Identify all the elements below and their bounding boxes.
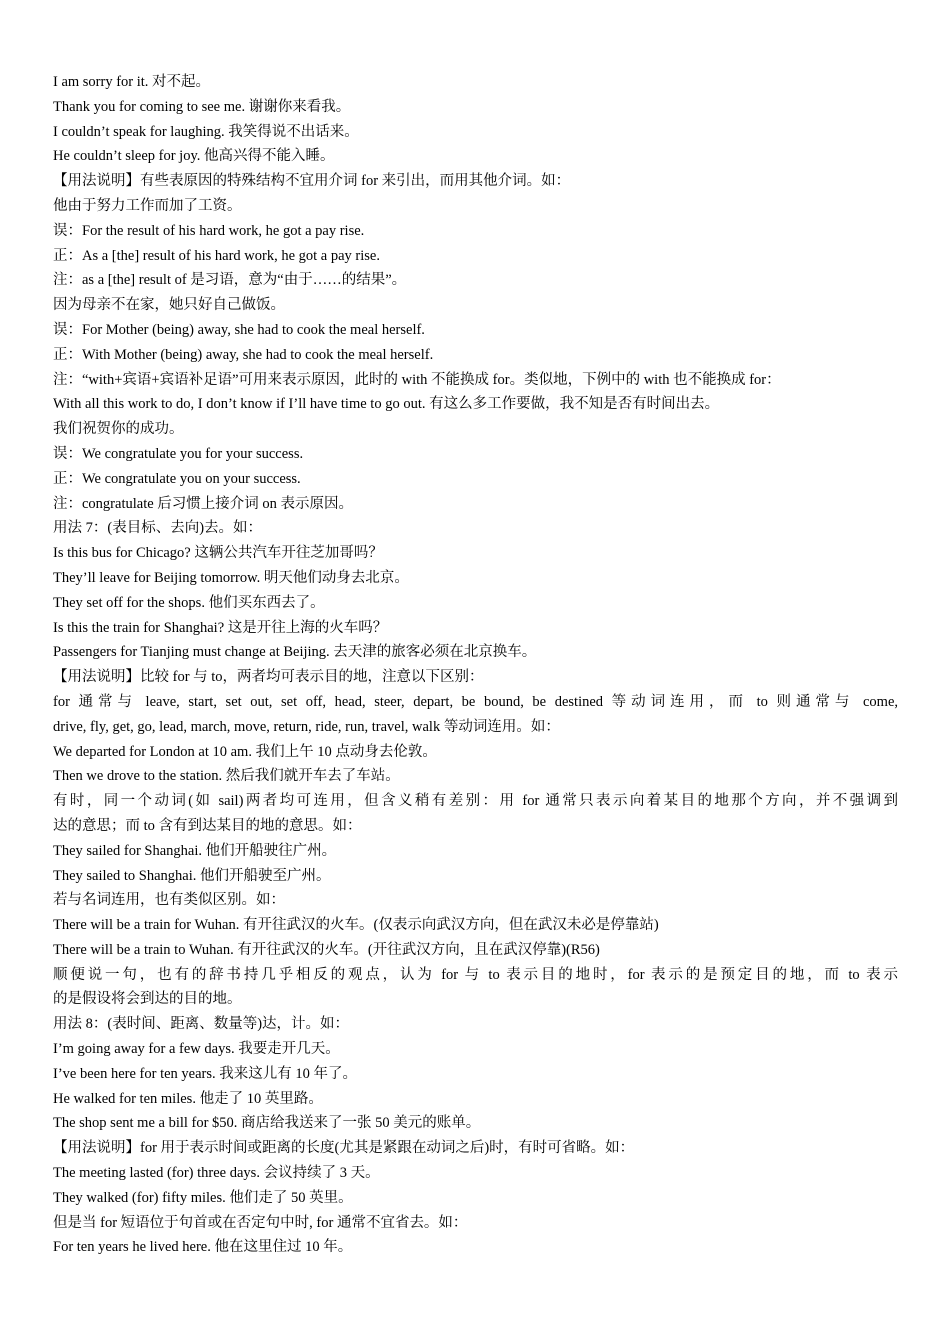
text-line: 他由于努力工作而加了工资。 <box>53 197 242 214</box>
text-line: 若与名词连用，也有类似区别。如： <box>53 892 285 909</box>
text-line: 误：For the result of his hard work, he got a pay rise. <box>53 222 365 239</box>
text-line: I’m going away for a few days. 我要走开几天。 <box>53 1041 340 1058</box>
text-line: They set off for the shops. 他们买东西去了。 <box>53 594 325 611</box>
usage-heading: 用法 8：(表时间、距离、数量等)达，计。如： <box>53 1016 350 1033</box>
text-line: The shop sent me a bill for $50. 商店给我送来了一张 50 美元的账单。 <box>53 1115 481 1132</box>
text-line: 误：For Mother (being) away, she had to cook the meal herself. <box>53 321 425 338</box>
text-line: 顺便说一句，也有的辞书持几乎相反的观点，认为 for 与 to 表示目的地时，for 表示的是预定目的地，而 to 表示 <box>53 966 898 983</box>
usage-heading: 用法 7：(表目标、去向)去。如： <box>53 520 263 537</box>
text-line: Is this the train for Shanghai? 这是开往上海的火车吗？ <box>53 619 388 636</box>
text-line: Then we drove to the station. 然后我们就开车去了车站。 <box>53 768 400 785</box>
text-line: I am sorry for it. 对不起。 <box>53 74 211 90</box>
text-line: 注：“with+宾语+宾语补足语”可用来表示原因，此时的 with 不能换成 for。类似地，下例中的 with 也不能换成 for： <box>53 371 781 388</box>
text-line: For ten years he lived here. 他在这里住过 10 年。 <box>53 1239 353 1256</box>
text-line: Passengers for Tianjing must change at Beijing. 去天津的旅客必须在北京换车。 <box>53 644 537 661</box>
text-line: I’ve been here for ten years. 我来这儿有 10 年了。 <box>53 1065 358 1082</box>
text-line: 的是假设将会到达的目的地。 <box>53 991 242 1008</box>
text-line: 我们祝贺你的成功。 <box>53 421 184 438</box>
text-line: 但是当 for 短语位于句首或在否定句中时, for 通常不宜省去。如： <box>53 1214 468 1231</box>
text-line: Thank you for coming to see me. 谢谢你来看我。 <box>53 98 351 115</box>
text-line: They sailed to Shanghai. 他们开船驶至广州。 <box>53 867 331 884</box>
text-line: With all this work to do, I don’t know if I’ll have time to go out. 有这么多工作要做，我不知是否有时间出去。 <box>53 396 720 413</box>
text-line: We departed for London at 10 am. 我们上午 10 点动身去伦敦。 <box>53 743 437 760</box>
text-line: They sailed for Shanghai. 他们开船驶往广州。 <box>53 842 337 859</box>
text-line: for 通常与 leave, start, set out, set off, head, steer, depart, be bound, be destined 等动词连用，而 to 则通常与 come, <box>53 693 898 710</box>
text-line: 误：We congratulate you for your success. <box>53 445 304 462</box>
text-line: They walked (for) fifty miles. 他们走了 50 英里。 <box>53 1189 353 1206</box>
text-line: 达的意思；而 to 含有到达某目的地的意思。如： <box>53 817 362 834</box>
text-line: He couldn’t sleep for joy. 他高兴得不能入睡。 <box>53 148 335 165</box>
text-line: Is this bus for Chicago? 这辆公共汽车开往芝加哥吗？ <box>53 545 383 562</box>
text-line: 注：congratulate 后习惯上接介词 on 表示原因。 <box>53 495 354 512</box>
text-line: They’ll leave for Beijing tomorrow. 明天他们动身去北京。 <box>53 569 409 586</box>
text-line: He walked for ten miles. 他走了 10 英里路。 <box>53 1090 323 1107</box>
text-line: 注：as a [the] result of 是习语，意为“由于……的结果”。 <box>53 272 407 289</box>
text-line: I couldn’t speak for laughing. 我笑得说不出话来。 <box>53 123 359 140</box>
text-line: The meeting lasted (for) three days. 会议持续了 3 天。 <box>53 1165 380 1182</box>
text-line: 因为母亲不在家，她只好自己做饭。 <box>53 297 285 314</box>
text-line: 正：With Mother (being) away, she had to cook the meal herself. <box>53 346 434 363</box>
usage-note-line: 【用法说明】比较 for 与 to，两者均可表示目的地，注意以下区别： <box>53 669 484 686</box>
text-line: There will be a train to Wuhan. 有开往武汉的火车。(开往武汉方向，且在武汉停靠)(R56) <box>53 941 600 958</box>
usage-note-line: 【用法说明】有些表原因的特殊结构不宜用介词 for 来引出，而用其他介词。如： <box>53 173 571 190</box>
text-line: drive, fly, get, go, lead, march, move, return, ride, run, travel, walk 等动词连用。如： <box>53 718 560 735</box>
text-line: 正：We congratulate you on your success. <box>53 470 301 487</box>
document-page <box>53 70 898 1260</box>
text-line: 有时，同一个动词(如 sail)两者均可连用，但含义稍有差别：用 for 通常只表示向着某目的地那个方向，并不强调到 <box>53 793 898 810</box>
text-line: 正：As a [the] result of his hard work, he got a pay rise. <box>53 247 380 264</box>
usage-note-line: 【用法说明】for 用于表示时间或距离的长度(尤其是紧跟在动词之后)时，有时可省略。如： <box>53 1140 635 1157</box>
text-line: There will be a train for Wuhan. 有开往武汉的火车。(仅表示向武汉方向，但在武汉未必是停靠站) <box>53 917 659 934</box>
